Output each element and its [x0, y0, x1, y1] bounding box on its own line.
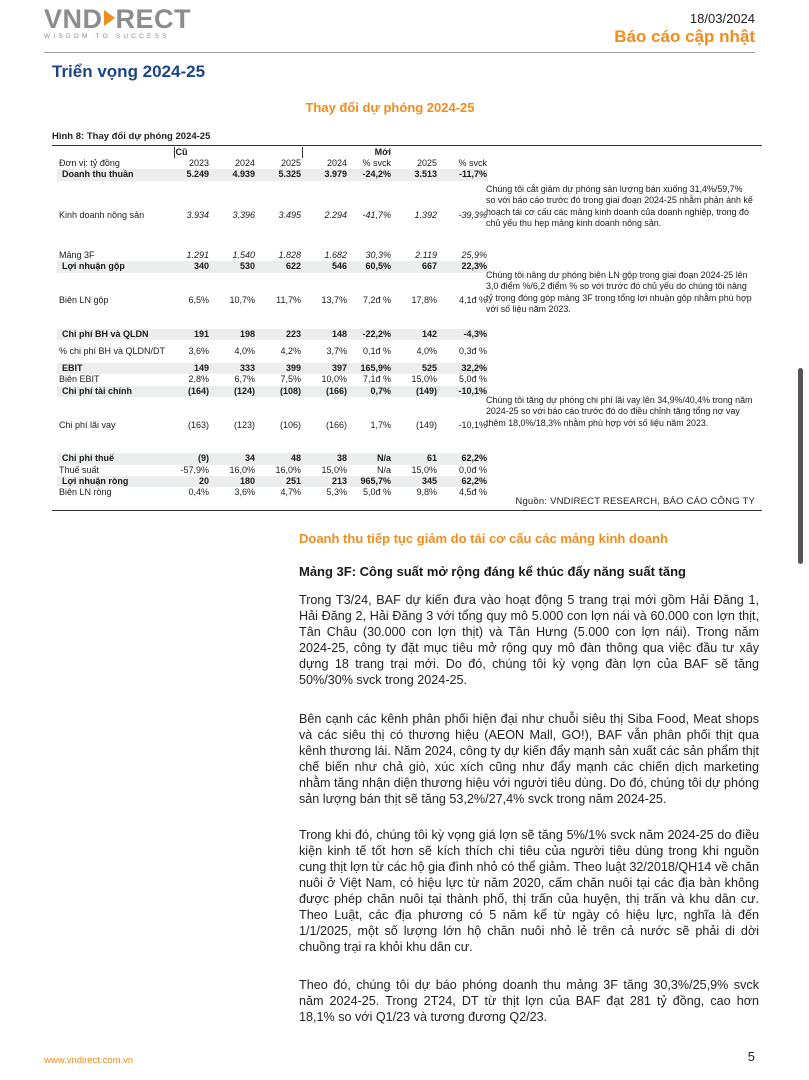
row-value: 4,7% — [280, 487, 301, 498]
row-value: 7,2đ % — [362, 294, 391, 305]
row-value: 3,6% — [234, 487, 255, 498]
figure-source: Nguồn: VNDIRECT RESEARCH, BÁO CÁO CÔNG TY — [515, 496, 755, 507]
row-value: 4,1đ % — [458, 294, 487, 305]
row-value: 546 — [302, 261, 348, 272]
note-gross-margin: Chúng tôi nâng dự phóng biên LN gộp trong giai đoạn 2024-25 lên 3,0 điểm %/6,2 điểm % so với trước đó chủ yếu do chúng tôi nâng tỷ trọng đóng góp mảng 3F trong tổng lợi nhuận gộp nhằm phù hợp với số liệu năm 2023. — [486, 270, 752, 314]
row-value: 10,0% — [321, 374, 347, 385]
row-value: 2.119 — [415, 249, 437, 260]
note-revenue: Chúng tôi cắt giảm dự phóng sản lượng bán xuống 31,4%/59,7% so với báo cáo trước đó trong giai đoạn 2024-25 nhằm phản ánh kế hoạch tái cơ cấu các mảng kinh doanh của doanh nghiệp, trong đó chủ yếu thu hẹp mảng kinh doanh nông sản. — [486, 184, 753, 228]
row-value: 30,3% — [365, 249, 391, 260]
col-header-unit: Đơn vị: tỷ đồng — [59, 158, 120, 168]
col-header-new-2025: 2025 — [416, 158, 437, 168]
table-row — [57, 397, 488, 453]
row-value: 149 — [174, 363, 210, 374]
row-value: 3,7% — [326, 345, 347, 356]
row-value: 198 — [210, 329, 256, 340]
col-header-new-2024-yoy: % svck — [362, 158, 391, 168]
row-label: Thuế suất — [59, 464, 100, 475]
figure-label: Hình 8: Thay đổi dự phóng 2024-25 — [52, 131, 211, 142]
figure-top-rule — [52, 145, 762, 146]
row-value: (166) — [302, 386, 348, 397]
row-value: 148 — [302, 329, 348, 340]
row-label: Doanh thu thuần — [57, 169, 174, 180]
row-value: (123) — [233, 419, 255, 430]
row-value: 11,7% — [276, 294, 301, 305]
row-value: 191 — [174, 329, 210, 340]
table-header-row — [57, 158, 488, 169]
logo-text-right: RECT — [115, 4, 192, 34]
row-label: Chi phí lãi vay — [59, 419, 116, 430]
row-value: 4,2% — [280, 345, 301, 356]
col-header-new-2024: 2024 — [326, 158, 347, 168]
row-value: 223 — [256, 329, 302, 340]
row-value: 17,8% — [411, 294, 437, 305]
row-value: 4,0% — [416, 345, 437, 356]
table-row — [57, 181, 488, 250]
row-label: Biên EBIT — [59, 374, 100, 385]
row-value: 61 — [392, 453, 438, 464]
figure-bottom-rule — [52, 510, 762, 511]
figure-heading: Thay đổi dự phóng 2024-25 — [305, 100, 475, 115]
row-value: -4,3% — [438, 329, 488, 340]
row-value: -41,7% — [362, 209, 391, 220]
row-value: (9) — [174, 453, 210, 464]
row-value: 397 — [302, 363, 348, 374]
row-value: (166) — [325, 419, 347, 430]
row-value: 38 — [302, 453, 348, 464]
row-label: Lợi nhuận ròng — [57, 476, 174, 487]
table-row — [57, 465, 488, 476]
row-value: 4.939 — [210, 169, 256, 180]
row-value: (124) — [210, 386, 256, 397]
row-value: 10,7% — [229, 294, 255, 305]
section-title: Triển vọng 2024-25 — [52, 62, 206, 81]
col-header-old-2024: 2024 — [234, 158, 255, 168]
row-value: -10,1% — [458, 419, 487, 430]
row-value: -57,9% — [180, 464, 209, 475]
row-label: Biên LN ròng — [59, 487, 112, 498]
row-label: Chi phí tài chính — [57, 386, 174, 397]
row-value: 165,9% — [348, 363, 392, 374]
row-value: 5.249 — [174, 169, 210, 180]
row-value: 0,4% — [188, 487, 209, 498]
row-label: Biên LN gộp — [59, 294, 109, 305]
row-value: -39,3% — [458, 209, 487, 220]
row-value: 1.392 — [414, 209, 437, 220]
row-value: 16,0% — [275, 464, 301, 475]
row-value: 0,7% — [348, 386, 392, 397]
report-type: Báo cáo cập nhật — [614, 27, 755, 46]
row-value: -22,2% — [348, 329, 392, 340]
logo-text-left: VND — [44, 4, 103, 34]
scrollbar[interactable] — [798, 368, 803, 564]
row-value: 34 — [210, 453, 256, 464]
row-value: 5,0đ % — [458, 374, 487, 385]
row-value: 530 — [210, 261, 256, 272]
row-value: 7,5% — [280, 374, 301, 385]
row-value: 3.513 — [392, 169, 438, 180]
table-row — [57, 250, 488, 261]
row-value: 1.682 — [324, 249, 347, 260]
table-row — [57, 273, 488, 329]
table-row — [57, 453, 488, 464]
row-value: (149) — [392, 386, 438, 397]
row-value: 22,3% — [438, 261, 488, 272]
row-value: 251 — [256, 476, 302, 487]
group-old-label: Cũ — [175, 147, 188, 157]
row-label: Lợi nhuận gộp — [57, 261, 174, 272]
logo-arrow-icon — [104, 10, 115, 26]
row-value: (108) — [256, 386, 302, 397]
row-value: 0,3đ % — [458, 345, 487, 356]
table-group-header — [57, 147, 488, 158]
row-value: -10,1% — [438, 386, 488, 397]
vndirect-logo — [44, 4, 191, 40]
row-value: -24,2% — [348, 169, 392, 180]
row-value: 5,3% — [326, 487, 347, 498]
row-value: 180 — [210, 476, 256, 487]
paragraph: Bên cạnh các kênh phân phối hiện đại như chuỗi siêu thị Siba Food, Meat shops và các siêu thị có thương hiệu (AEON Mall, GO!), BAF vẫn phân phối thịt qua kênh thương lái. Năm 2024, công ty dự kiến đẩy mạnh sản xuất các sản phẩm thịt chế biến như chả giò, xúc xích cũng như đẩy mạnh các chiến dịch marketing nhằm tăng nhận diện thương hiệu với người tiêu dùng. Do đó, chúng tôi dự phóng sản lượng bán thịt sẽ tăng 53,2%/27,4% svck trong năm 2024-25. — [299, 712, 759, 806]
row-value: 667 — [392, 261, 438, 272]
row-value: 1.540 — [232, 249, 255, 260]
row-value: 62,2% — [438, 453, 488, 464]
row-value: 333 — [210, 363, 256, 374]
header-divider — [44, 52, 755, 53]
row-label: % chi phí BH và QLDN/DT — [59, 345, 166, 356]
row-value: 15,0% — [411, 464, 437, 475]
page-number: 5 — [747, 1049, 755, 1064]
row-value: -11,7% — [438, 169, 488, 180]
row-value: 25,9% — [461, 249, 487, 260]
paragraph: Theo đó, chúng tôi dự báo phóng doanh thu mảng 3F tăng 30,3%/25,9% svck năm 2024-25. Trong 2T24, DT từ thịt lợn của BAF đạt 281 tỷ đồng, cao hơn 18,1% so với Q1/23 và tương đương Q2/23. — [299, 978, 759, 1024]
row-value: 0,1đ % — [362, 345, 391, 356]
row-value: 6,5% — [188, 294, 209, 305]
row-value: 0,0đ % — [458, 464, 487, 475]
row-value: 965,7% — [348, 476, 392, 487]
row-value: (149) — [415, 419, 437, 430]
logo-tagline: WISDOM TO SUCCESS — [44, 33, 170, 40]
row-value: 16,0% — [229, 464, 255, 475]
row-value: 1.828 — [278, 249, 301, 260]
footer-url[interactable]: www.vndirect.com.vn — [44, 1055, 134, 1066]
table-row — [57, 261, 488, 272]
table-row — [57, 487, 488, 498]
col-header-old-2025: 2025 — [280, 158, 301, 168]
note-interest-expense: Chúng tôi tăng dự phóng chi phí lãi vay lên 34,9%/40,4% trong năm 2024-25 so với báo cáo trước đó do điều chỉnh tăng tổng nợ vay thêm 18,0%/18,3% nhằm phù hợp với số liệu năm 2023. — [486, 395, 753, 428]
row-label: Mảng 3F — [59, 249, 95, 260]
row-value: 20 — [174, 476, 210, 487]
row-value: 5,0đ % — [362, 487, 391, 498]
row-value: 15,0% — [321, 464, 347, 475]
row-value: 213 — [302, 476, 348, 487]
row-label: Kinh doanh nông sản — [59, 209, 145, 220]
row-value: 3.934 — [186, 209, 209, 220]
paragraph: Trong T3/24, BAF dự kiến đưa vào hoạt động 5 trang trại mới gồm Hải Đăng 1, Hải Đăng 2, Hải Đăng 3 với tổng quy mô 5.000 con lợn nái và 60.000 con lợn thịt, Tân Châu (30.000 con lợn thịt) và Tân Hưng (5.000 con lợn nái). Trong năm 2024-25, công ty đặt mục tiêu mở rộng quy mô đàn thông qua việc đầu tư xây dựng 18 trang trại mới. Do đó, chúng tôi kỳ vọng đàn lợn của BAF sẽ tăng 50%/30% svck trong 2024-25. — [299, 593, 759, 687]
row-value: 6,7% — [234, 374, 255, 385]
row-value: 2.294 — [324, 209, 347, 220]
row-value: 142 — [392, 329, 438, 340]
row-value: 1.291 — [186, 249, 209, 260]
row-value: 399 — [256, 363, 302, 374]
row-value: 3.396 — [232, 209, 255, 220]
row-label: EBIT — [57, 363, 174, 374]
row-value: 62,2% — [438, 476, 488, 487]
row-value: 3.979 — [302, 169, 348, 180]
col-header-old-2023: 2023 — [188, 158, 209, 168]
row-value: 2,8% — [188, 374, 209, 385]
paragraph: Trong khi đó, chúng tôi kỳ vọng giá lợn sẽ tăng 5%/1% svck năm 2024-25 do điều kiện kinh tế tốt hơn sẽ kích thích chi tiêu của người tiêu dùng trong khi nguồn cung thịt lợn từ các hộ gia đình nhỏ có thể giảm. Theo luật 32/2018/QH14 về chăn nuôi ở Việt Nam, có hiệu lực từ năm 2020, cấm chăn nuôi tại các địa bàn không được phép chăn nuôi tại thành phố, thị trấn của huyện, thị trấn và khu dân cư. Theo Luật, các địa phương có 5 năm kể từ ngày có hiệu lực, nghĩa là đến 1/1/2025, một số lượng lớn hộ chăn nuôi nhỏ lẻ trên cả nước sẽ phải di dời chuồng trại ra khỏi khu dân cư. — [299, 828, 759, 954]
row-value: (163) — [187, 419, 209, 430]
row-value: 15,0% — [411, 374, 437, 385]
subheading-3f: Mảng 3F: Công suất mở rộng đáng kể thúc đẩy năng suất tăng — [299, 564, 686, 579]
col-header-new-2025-yoy: % svck — [458, 158, 487, 168]
row-value: N/a — [376, 464, 391, 475]
row-label: Chi phí BH và QLDN — [57, 329, 174, 340]
subheading-revenue: Doanh thu tiếp tục giảm do tái cơ cấu các mảng kinh doanh — [299, 531, 668, 546]
row-value: 60,5% — [348, 261, 392, 272]
row-value: 4,0% — [234, 345, 255, 356]
row-value: 5.325 — [256, 169, 302, 180]
row-value: 525 — [392, 363, 438, 374]
row-value: N/a — [348, 453, 392, 464]
table-row — [57, 340, 488, 363]
group-new-label: Mới — [374, 147, 391, 157]
row-label: Chi phí thuế — [57, 453, 174, 464]
report-date: 18/03/2024 — [689, 11, 755, 26]
table-row — [57, 329, 488, 340]
row-value: 3.495 — [278, 209, 301, 220]
table-row — [57, 386, 488, 397]
row-value: 13,7% — [321, 294, 347, 305]
row-value: 32,2% — [438, 363, 488, 374]
table-row — [57, 374, 488, 385]
forecast-table — [57, 147, 488, 499]
table-row — [57, 476, 488, 487]
row-value: (164) — [174, 386, 210, 397]
row-value: 9,8% — [416, 487, 437, 498]
row-value: 3,6% — [188, 345, 209, 356]
row-value: (106) — [279, 419, 301, 430]
table-row — [57, 363, 488, 374]
table-row — [57, 169, 488, 180]
row-value: 340 — [174, 261, 210, 272]
row-value: 345 — [392, 476, 438, 487]
row-value: 4,5đ % — [458, 487, 487, 498]
row-value: 622 — [256, 261, 302, 272]
row-value: 48 — [256, 453, 302, 464]
row-value: 7,1đ % — [362, 374, 391, 385]
row-value: 1,7% — [370, 419, 391, 430]
